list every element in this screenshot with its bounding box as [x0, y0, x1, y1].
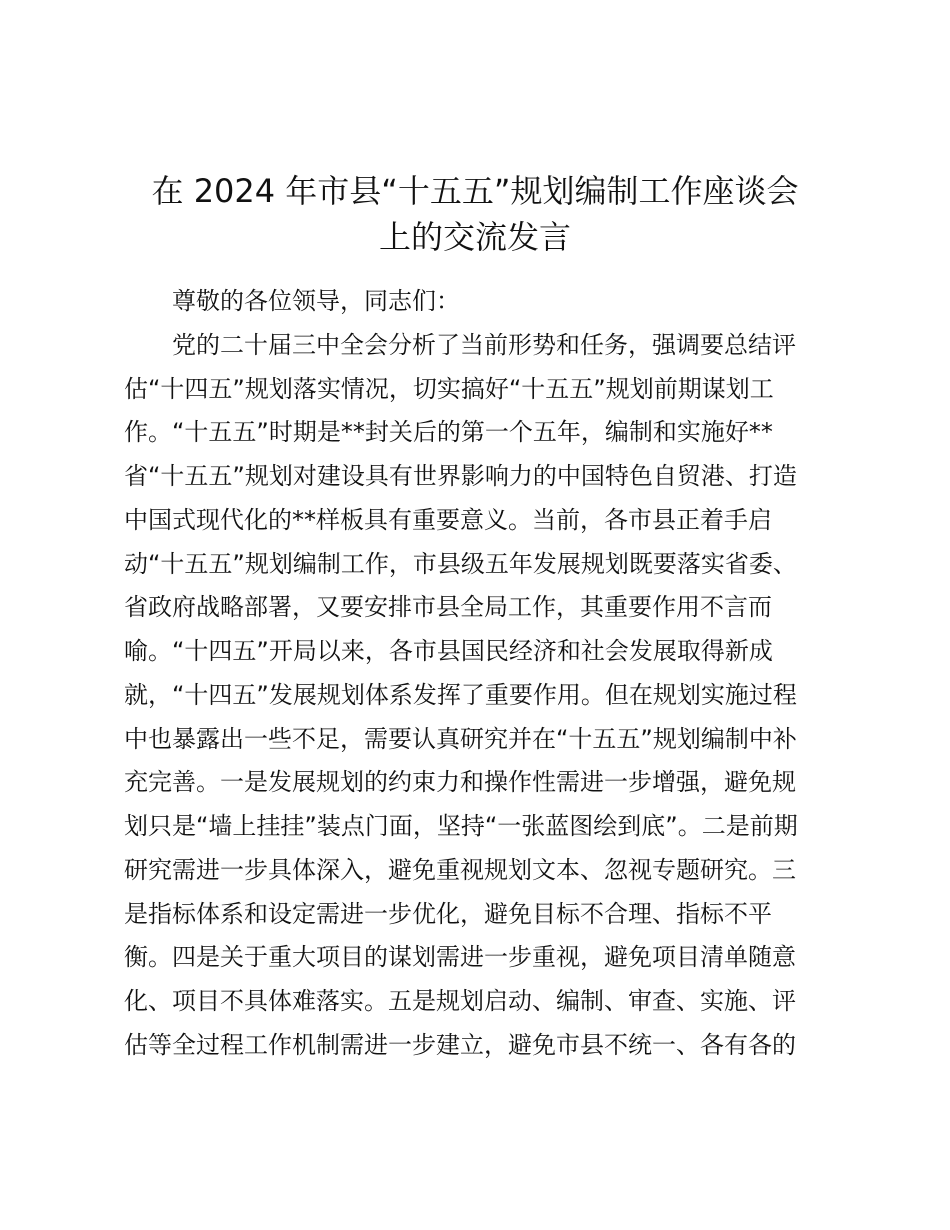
paragraph-line: 化、项目不具体难落实。五是规划启动、编制、审查、实施、评 — [124, 987, 796, 1015]
paragraph-line: 充完善。一是发展规划的约束力和操作性需进一步增强，避免规 — [124, 768, 796, 797]
paragraph-line: 是指标体系和设定需进一步优化，避免目标不合理、指标不平 — [124, 899, 772, 928]
paragraph-line: 喻。“十四五”开局以来，各市县国民经济和社会发展取得新成 — [124, 637, 773, 665]
paragraph-line: 估等全过程工作机制需进一步建立，避免市县不统一、各有各的 — [124, 1030, 796, 1059]
paragraph-line: 作。“十五五”时期是**封关后的第一个五年，编制和实施好** — [124, 418, 773, 447]
title-line-1: 在 2024 年市县“十五五”规划编制工作座谈会 — [151, 172, 799, 210]
paragraph-line: 中国式现代化的**样板具有重要意义。当前，各市县正着手启 — [124, 505, 772, 534]
salutation: 尊敬的各位领导，同志们： — [172, 287, 460, 315]
paragraph-line: 中也暴露出一些不足，需要认真研究并在“十五五”规划编制中补 — [124, 724, 797, 753]
paragraph-line: 估“十四五”规划落实情况，切实搞好“十五五”规划前期谋划工 — [124, 374, 774, 403]
document-title — [110, 168, 840, 260]
paragraph-line: 衡。四是关于重大项目的谋划需进一步重视，避免项目清单随意 — [124, 943, 796, 972]
paragraph-line: 省“十五五”规划对建设具有世界影响力的中国特色自贸港、打造 — [124, 462, 797, 490]
paragraph-line: 研究需进一步具体深入，避免重视规划文本、忽视专题研究。三 — [124, 855, 796, 884]
paragraph-line: 省政府战略部署，又要安排市县全局工作，其重要作用不言而 — [124, 593, 772, 622]
document-body — [124, 280, 826, 1068]
paragraph-line: 划只是“墙上挂挂”装点门面，坚持“一张蓝图绘到底”。二是前期 — [124, 812, 798, 840]
title-line-2: 上的交流发言 — [378, 218, 571, 256]
paragraph-line: 党的二十届三中全会分析了当前形势和任务，强调要总结评 — [172, 330, 796, 359]
paragraph-line: 就，“十四五”发展规划体系发挥了重要作用。但在规划实施过程 — [124, 680, 797, 709]
paragraph-line: 动“十五五”规划编制工作，市县级五年发展规划既要落实省委、 — [124, 549, 797, 578]
